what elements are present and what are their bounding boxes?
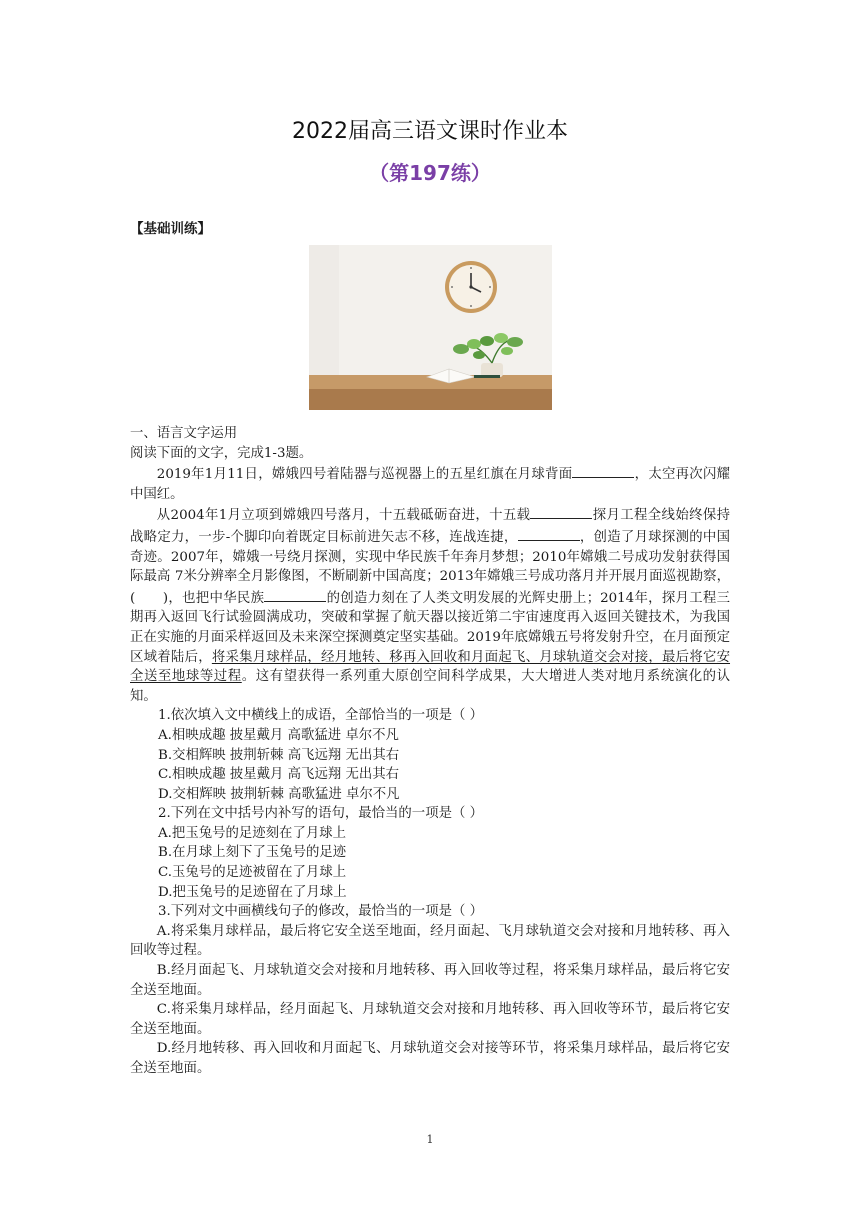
part-heading: 一、语言文字运用: [130, 426, 238, 441]
fill-blank-4[interactable]: [264, 587, 326, 602]
option: C.相映成趣 披星戴月 高飞远翔 无出其右: [158, 767, 400, 783]
instruction: 阅读下面的文字，完成1-3题。: [130, 445, 313, 461]
option: A.把玉兔号的足迹刻在了月球上: [158, 825, 347, 841]
option: D.交相辉映 披荆斩棘 高歌猛进 卓尔不凡: [158, 786, 400, 802]
passage-body: [130, 424, 730, 1079]
option: A.将采集月球样品，最后将它安全送至地面，经月面起、飞月球轨道交会对接和月地转移、再入回收等过程。: [130, 923, 730, 959]
question-stem: 1.依次填入文中横线上的成语，全部恰当的一项是（ ）: [158, 708, 484, 724]
option: B.经月面起飞、月球轨道交会对接和月地转移、再入回收等过程，将采集月球样品，最后将它安全送至地面。: [130, 963, 730, 998]
underlined-sentence: 将采集月球样品，经月地转、移再入回收和月面起飞、月球轨道交会对接，最后将它安全送至地球等过程: [130, 649, 731, 685]
option: D.经月地转移、再入回收和月面起飞、月球轨道交会对接等环节，将采集月球样品，最后将它安全送至地面。: [130, 1041, 730, 1076]
fill-blank-1[interactable]: [572, 463, 634, 478]
option: C.玉兔号的足迹被留在了月球上: [158, 865, 347, 881]
passage-paragraph: 从2004年1月立项到嫦娥四号落月，十五载砥砺奋进，十五载 探月工程全线始终保持战略定力，一步-个脚印向着既定目标前进矢志不移，连战连捷， ，创造了月球探测的中国奇迹。2007年，嫦娥一号绕月探测，实现中华民族千年奔月梦想；2010年嫦娥二号成功发射获得国际最高 7米分辨率全月影像图，不断刷新中国高度；2013年嫦娥三号成功落月并开展月面巡视勘察，( )，也把中华民族 的创造力刻在了人类文明发展的光辉史册上；2014年，探月工程三期再入返回飞行试验圆满成功，突破和掌握了航天器以接近第二宇宙速度再入返回关键技术，为我国正在实施的月面采样返回及未来深空探测奠定坚实基础。2019年底嫦娥五号将发射升空，在月面预定区域着陆后，将采集月球样品，经月地转、移再入回收和月面起飞、月球轨道交会对接，最后将它安全送至地球等过程。这有望获得一系列重大原创空间科学成果，大大增进人类对地月系统演化的认知。: [130, 504, 730, 706]
option: A.相映成趣 披星戴月 高歌猛进 卓尔不凡: [158, 727, 399, 743]
fill-blank-2[interactable]: [530, 504, 592, 519]
option: C.将采集月球样品，经月面起飞、月球轨道交会对接和月地转移、再入回收等环节，最后将它安全送至地面。: [130, 1002, 730, 1037]
clock-plant-book-illustration: [309, 245, 552, 410]
document-title: 2022届高三语文课时作业本: [292, 119, 568, 144]
wall-clock-icon: [445, 261, 497, 313]
option: B.在月球上刻下了玉兔号的足迹: [158, 845, 347, 861]
question-stem: 2.下列在文中括号内补写的语句，最恰当的一项是（ ）: [158, 806, 484, 822]
passage-paragraph: 2019年1月11日，嫦娥四号着陆器与巡视器上的五星红旗在月球背面 ，太空再次闪耀中国红。: [130, 463, 730, 504]
exercise-number: （第197练）: [369, 161, 491, 185]
section-tag: 【基础训练】: [130, 221, 211, 237]
option: D.把玉兔号的足迹留在了月球上: [158, 884, 347, 900]
option: B.交相辉映 披荆斩棘 高飞远翔 无出其右: [158, 747, 400, 763]
fill-blank-3[interactable]: [518, 526, 580, 541]
page-number: 1: [426, 1133, 434, 1146]
question-stem: 3.下列对文中画横线句子的修改，最恰当的一项是（ ）: [158, 904, 484, 920]
